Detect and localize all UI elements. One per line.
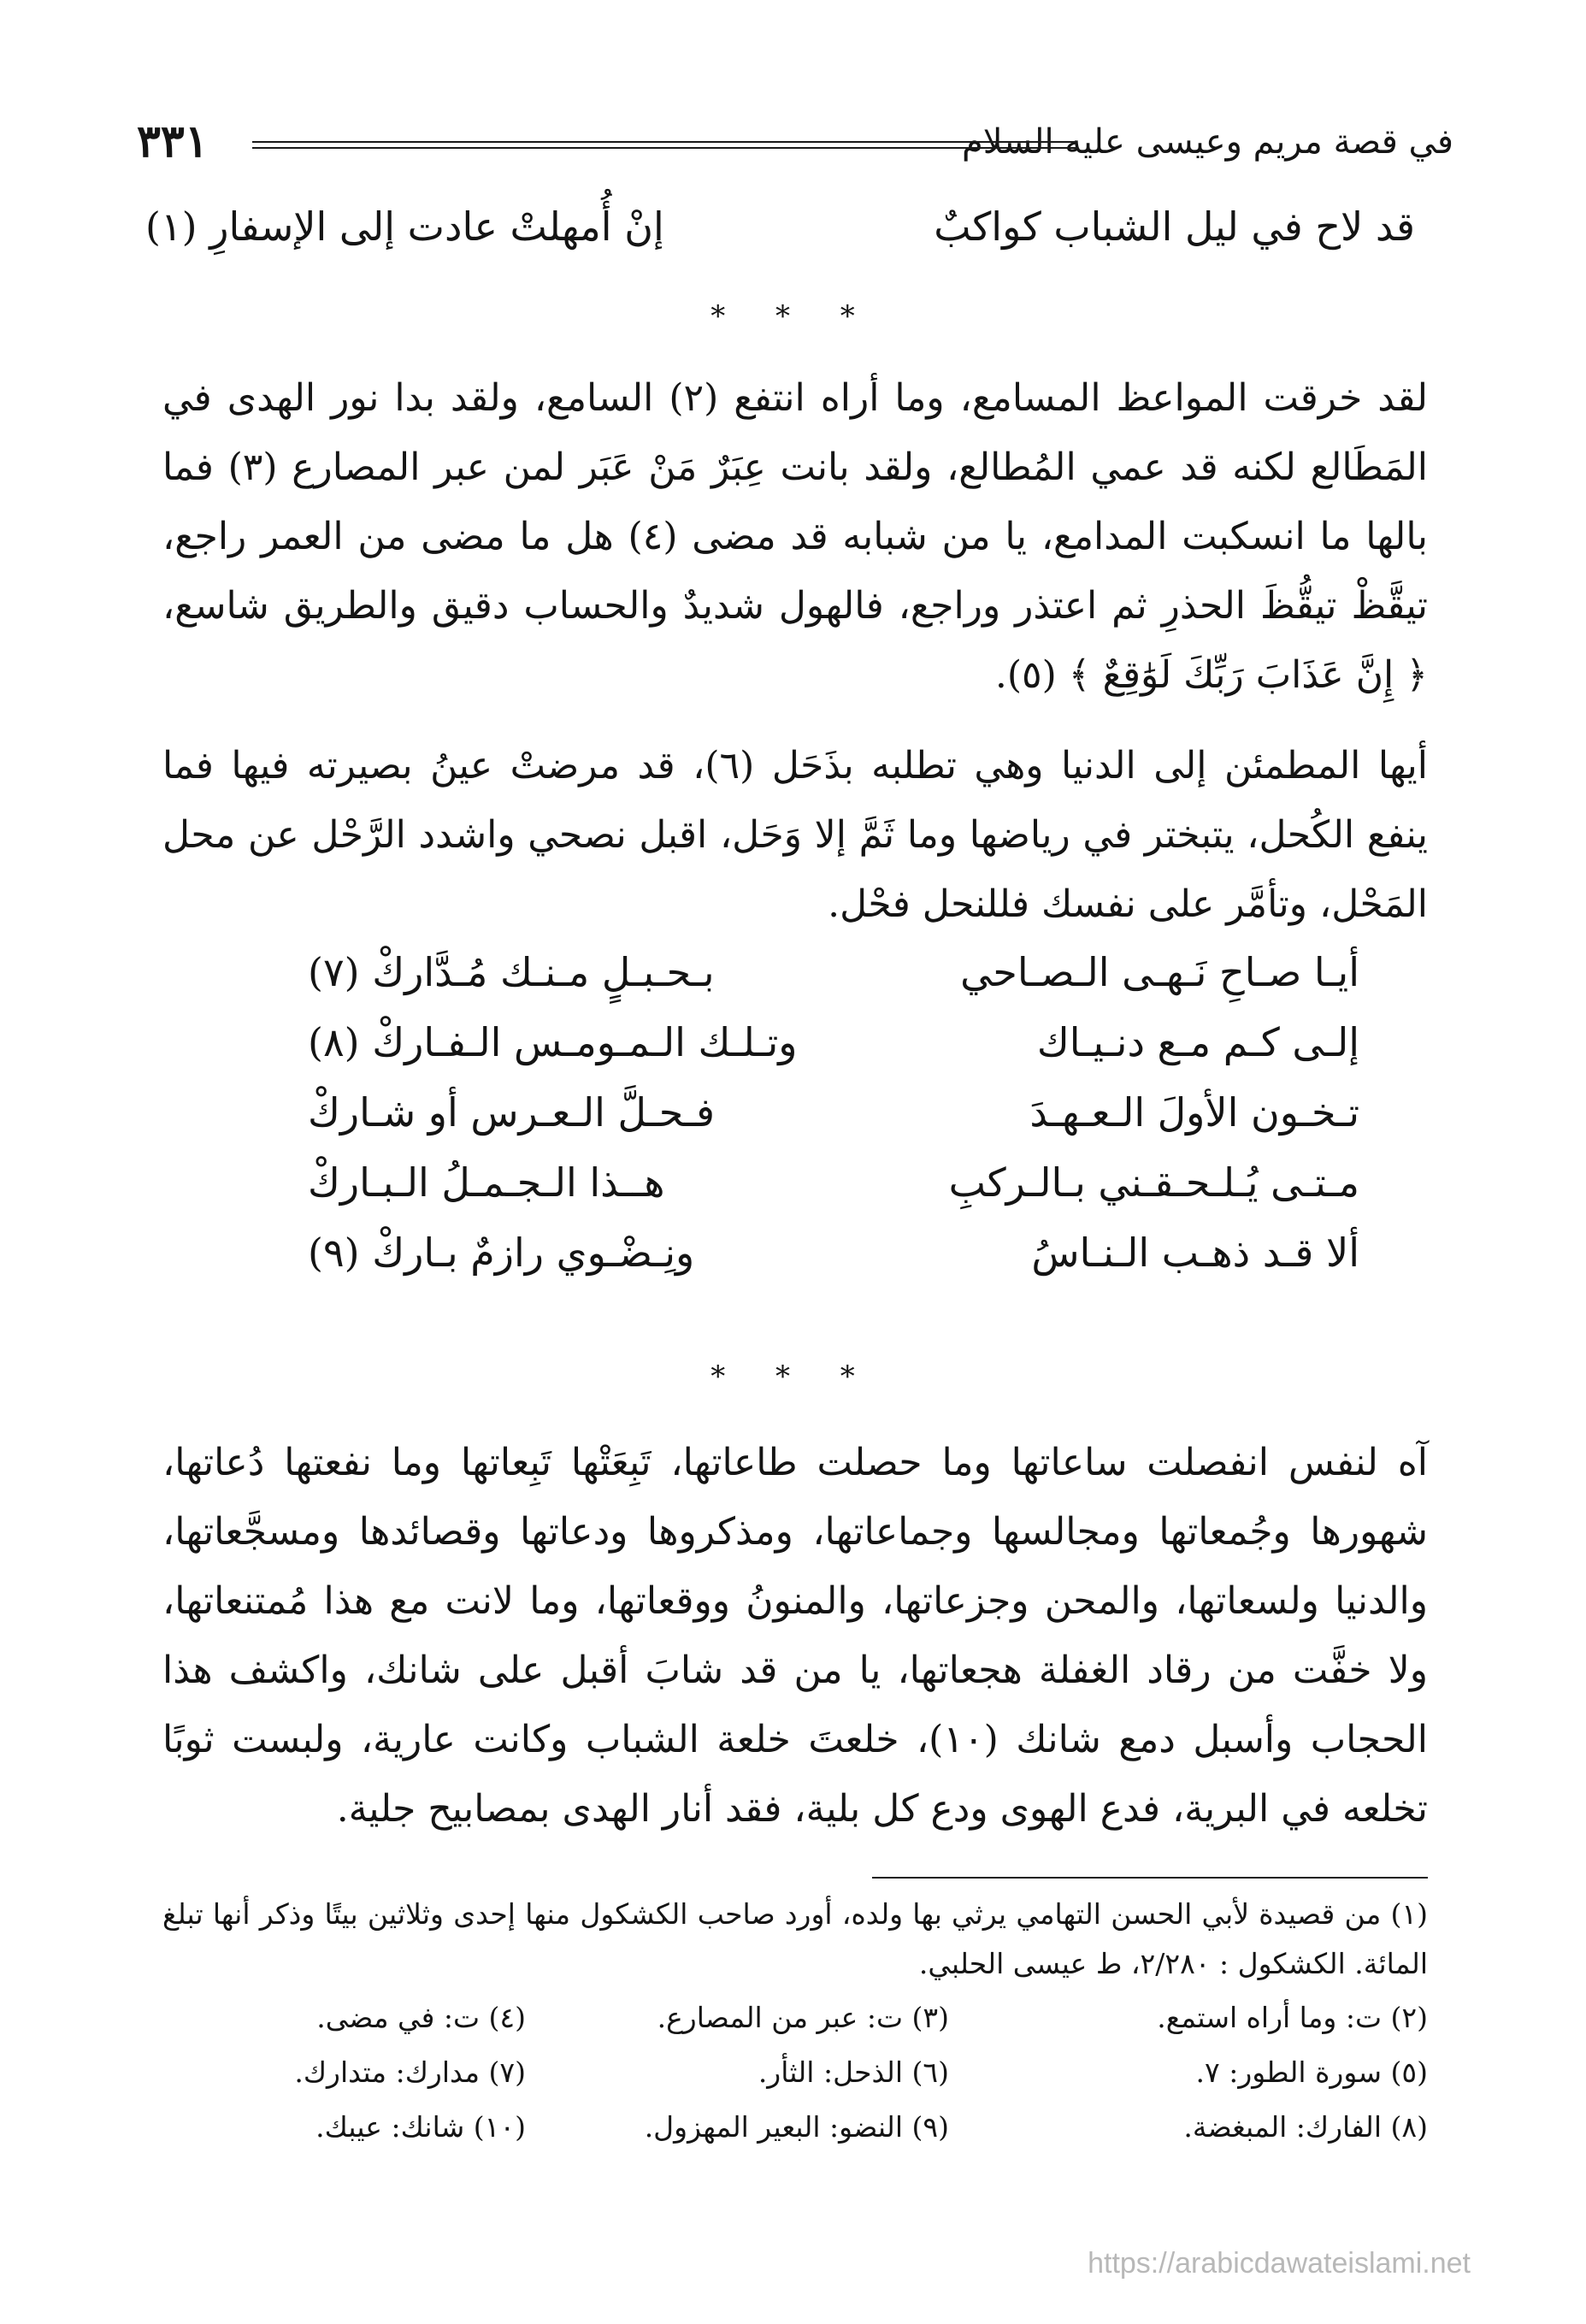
page-number: ٣٣١ <box>137 115 209 168</box>
paragraph-3: آه لنفس انفصلت ساعاتها وما حصلت طاعاتها، تَبِعَتْها تَبِعاتها وما نفعتها دُعاتها، شهورها وجُمعاتها ومجالسها وجماعاتها، ومذكروها ودعاتها وقصائدها ومسجَّعاتها، والدنيا ولسعاتها، والمحن وجزعاتها، والمنونُ ووقعاتها، وما لانت مع هذا مُمتنعاتها، ولا خفَّت من رقاد الغفلة هجعاتها، يا من قد شابَ أقبل على شانك، واكشف هذا الحجاب وأسبل دمع شانك (١٠)، خلعتَ خلعة الشباب وكانت عارية، ولبست ثوبًا تخلعه في البرية، فدع الهوى ودع كل بلية، فقد أنار الهدى بمصابيح جلية. <box>162 1441 1429 1831</box>
poem-first-hemistich: مـتـى يُـلـحـقـني بـالـركبِ <box>948 1159 1359 1206</box>
footnote-item: (٩) النضو: البعير المهزول. <box>644 2110 949 2144</box>
poem-second-hemistich: فـحـلَّ الـعـرس أو شـاركْ <box>308 1089 715 1135</box>
footnote-row <box>162 2110 1428 2165</box>
poem-second-hemistich: بـحـبـلٍ مـنـك مُـدَّاركْ (٧) <box>308 949 715 995</box>
footnote-item: (٤) ت: في مضى. <box>316 2001 526 2034</box>
section-separator: * * * <box>710 299 876 333</box>
verse-first-hemistich: قد لاح في ليل الشباب كواكبٌ <box>934 203 1415 250</box>
footnote-1: (١) من قصيدة لأبي الحسن التهامي يرثي بها ولده، أورد صاحب الكشكول منها إحدى وثلاثين بيتًا وذكر أنها تبلغ المائة. الكشكول : ٢/٢٨٠، ط عيسى الحلبي. <box>162 1897 1428 1980</box>
footnote-row <box>162 2056 1428 2110</box>
footnote-item: (٧) مدارك: متدارك. <box>294 2056 526 2089</box>
running-header <box>137 115 1453 175</box>
chapter-title: في قصة مريم وعيسى عليه السلام <box>961 122 1453 162</box>
poem-line <box>239 949 1359 1019</box>
footnote-rule <box>872 1877 1428 1879</box>
poem-first-hemistich: ألا قـد ذهـب الـنـاسُ <box>1031 1230 1359 1276</box>
footnote-item: (٥) سورة الطور: ٧. <box>1195 2056 1428 2089</box>
poem-first-hemistich: أيـا صـاحِ نَـهـى الـصـاحي <box>960 949 1359 995</box>
poem-line <box>239 1019 1359 1089</box>
poem <box>239 949 1359 1300</box>
poem-first-hemistich: إلـى كـم مـع دنـيـاك <box>1036 1019 1359 1065</box>
poem-line <box>239 1230 1359 1300</box>
poem-first-hemistich: تـخـون الأولَ الـعـهـدَ <box>1029 1089 1359 1135</box>
footnote-item: (٢) ت: وما أراه استمع. <box>1157 2001 1428 2034</box>
footnote-item: (١٠) شانك: عيبك. <box>315 2110 526 2144</box>
watermark-url: https://arabicdawateislami.net <box>1088 2247 1471 2280</box>
paragraph-1: لقد خرقت المواعظ المسامع، وما أراه انتفع (٢) السامع، ولقد بدا نور الهدى في المَطَالع لكنه قد عمي المُطالع، ولقد بانت عِبَرٌ مَنْ عَبَر لمن عبر المصارع (٣) فما بالها ما انسكبت المدامع، يا من شبابه قد مضى (٤) هل ما مضى من العمر راجع، تيقَّظْ تيقُّظَ الحذرِ ثم اعتذر وراجع، فالهول شديدٌ والحساب دقيق والطريق شاسع، ﴿ إِنَّ عَذَابَ رَبِّكَ لَوَٰقِعٌ ﴾ (٥). <box>162 376 1429 697</box>
poem-line <box>239 1159 1359 1230</box>
section-separator: * * * <box>710 1360 876 1394</box>
poem-second-hemistich: ونِـضْـوي رازمٌ بـاركْ (٩) <box>308 1230 695 1276</box>
poem-second-hemistich: وتـلـك الـمـومـس الـفـاركْ (٨) <box>308 1019 798 1065</box>
header-rule <box>252 141 1077 149</box>
paragraph-2: أيها المطمئن إلى الدنيا وهي تطلبه بذَحَل (٦)، قد مرضتْ عينُ بصيرته فيها فما ينفع الكُحل، يتبختر في رياضها وما ثَمَّ إلا وَحَل، اقبل نصحي واشدد الرَّحْل عن محل المَحْل، وتأمَّر على نفسك فللنحل فحْل. <box>162 744 1428 926</box>
poem-second-hemistich: هــذا الـجـمـلُ الـبـاركْ <box>308 1159 665 1206</box>
poem-line <box>239 1089 1359 1159</box>
footnote-item: (٦) الذحل: الثأر. <box>758 2056 949 2089</box>
footnotes <box>162 1890 1428 2165</box>
verse-second-hemistich: إنْ أُمهلتْ عادت إلى الإسفارِ (١) <box>145 203 664 250</box>
footnote-item: (٨) الفارك: المبغضة. <box>1183 2110 1428 2144</box>
footnote-row <box>162 2001 1428 2056</box>
footnote-grid <box>162 2001 1428 2165</box>
footnote-item: (٣) ت: عبر من المصارع. <box>657 2001 949 2034</box>
